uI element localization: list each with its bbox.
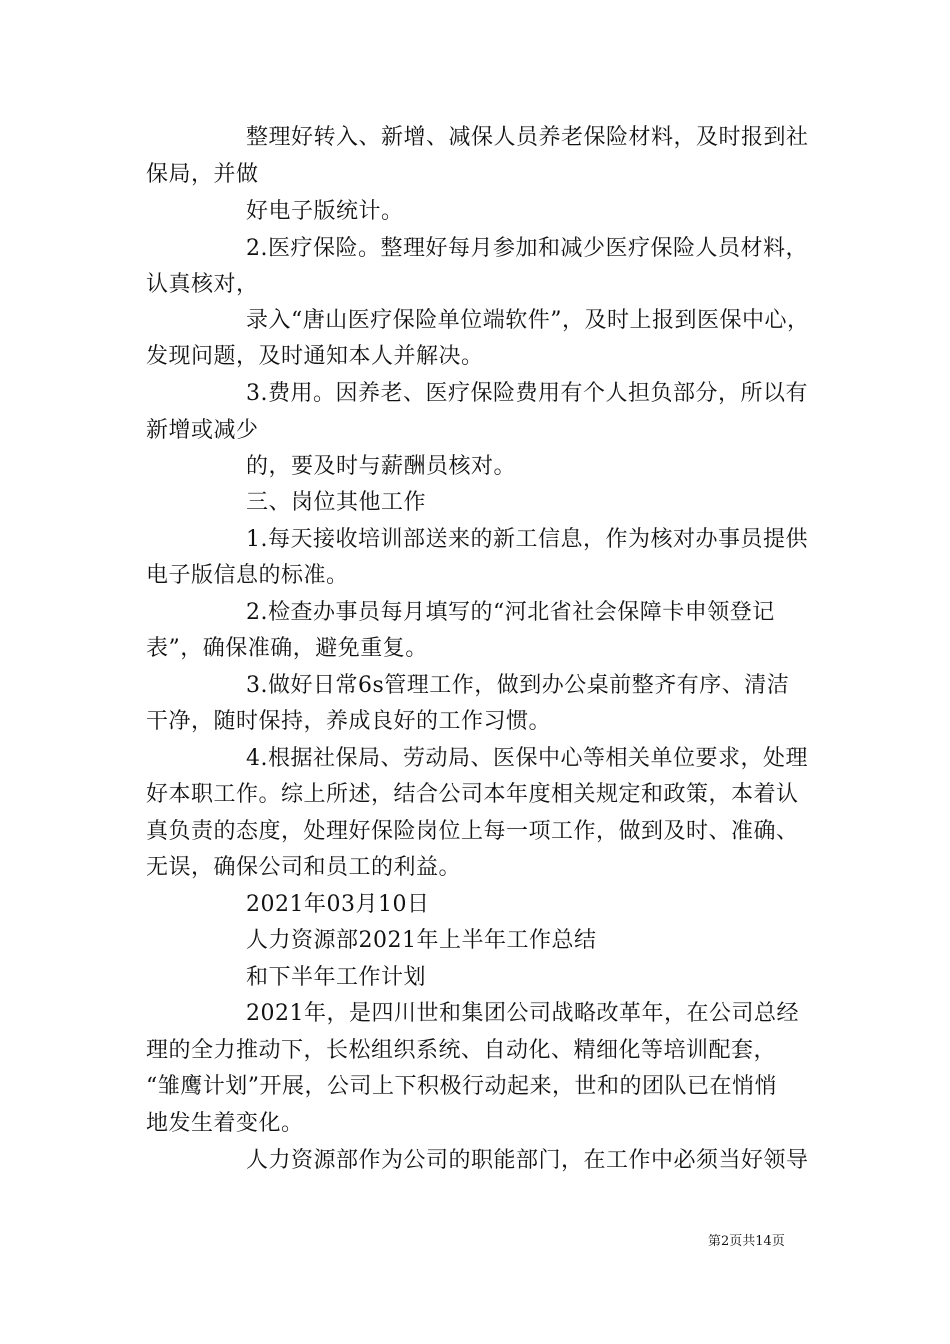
text-line: 4.根据社保局、劳动局、医保中心等相关单位要求，处理 [246, 746, 808, 771]
text-line: 1.每天接收培训部送来的新工信息，作为核对办事员提供 [246, 527, 808, 552]
report-subtitle: 和下半年工作计划 [246, 965, 427, 990]
report-title: 人力资源部2021年上半年工作总结 [246, 928, 597, 953]
text-line: 人力资源部作为公司的职能部门，在工作中必须当好领导 [246, 1148, 809, 1173]
text-line: 发现问题，及时通知本人并解决。 [146, 344, 484, 369]
text-line: 认真核对， [146, 272, 259, 297]
text-line: 3.费用。因养老、医疗保险费用有个人担负部分，所以有 [246, 381, 808, 406]
text-line: 电子版信息的标准。 [146, 563, 349, 588]
date-line: 2021年03月10日 [246, 892, 430, 917]
text-line: 真负责的态度，处理好保险岗位上每一项工作，做到及时、准确、 [146, 819, 799, 844]
text-line: 好电子版统计。 [246, 199, 404, 224]
text-line: 2.检查办事员每月填写的“河北省社会保障卡申领登记 [246, 600, 775, 625]
text-line: 整理好转入、新增、减保人员养老保险材料，及时报到社 [246, 125, 809, 150]
page-number-footer: 第2页共14页 [708, 1234, 785, 1249]
text-line: 干净，随时保持，养成良好的工作习惯。 [146, 709, 552, 734]
section-heading: 三、岗位其他工作 [246, 490, 427, 515]
text-line: 录入“唐山医疗保险单位端软件”，及时上报到医保中心， [246, 308, 810, 333]
text-line: 3.做好日常6s管理工作，做到办公桌前整齐有序、清洁 [246, 673, 790, 698]
text-line: 无误，确保公司和员工的利益。 [146, 855, 462, 880]
text-line: “雏鹰计划”开展，公司上下积极行动起来，世和的团队已在悄悄 [146, 1074, 777, 1099]
text-line: 地发生着变化。 [146, 1111, 304, 1136]
text-line: 的，要及时与薪酬员核对。 [246, 454, 517, 479]
text-line: 2021年，是四川世和集团公司战略改革年，在公司总经 [246, 1001, 799, 1026]
text-line: 好本职工作。综上所述，结合公司本年度相关规定和政策，本着认 [146, 782, 799, 807]
text-line: 2.医疗保险。整理好每月参加和减少医疗保险人员材料， [246, 236, 808, 261]
text-line: 理的全力推动下，长松组织系统、自动化、精细化等培训配套， [146, 1038, 777, 1063]
text-line: 新增或减少 [146, 418, 259, 443]
text-line: 表”，确保准确，避免重复。 [146, 636, 428, 661]
text-line: 保局，并做 [146, 162, 259, 187]
